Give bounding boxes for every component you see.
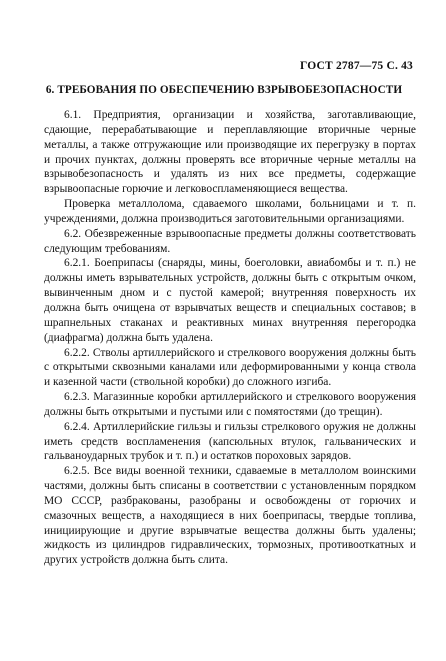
paragraph-6-1-note: Проверка металлолома, сдаваемого школами, больницами и т. п. учреждениями, должна производиться заготовительными организациями. <box>44 198 416 225</box>
section-title: 6. ТРЕБОВАНИЯ ПО ОБЕСПЕЧЕНИЮ ВЗРЫВОБЕЗОПАСНОСТИ <box>45 84 403 96</box>
paragraph-6-1: 6.1. Предприятия, организации и хозяйства, заготавливающие, сдающие, перерабатывающие и переплавляющие вторичные черные металлы, а также отгружающие или производящие их перегрузку в портах и прочих пунктах, должны проверять все вторичные черные металлы на взрывобезопасность и удалять из них все предметы, содержащие взрывоопасные горючие и легковоспламеняющиеся вещества. <box>44 109 416 196</box>
page-header-standard-ref: ГОСТ 2787—75 С. 43 <box>300 60 413 72</box>
paragraph-6-2: 6.2. Обезвреженные взрывоопасные предметы должны соответствовать следующим требованиям. <box>44 227 416 255</box>
paragraph-6-2-5: 6.2.5. Все виды военной техники, сдаваемые в металлолом воинскими частями, должны быть списаны в соответствии с установленным порядком МО СССР, разбракованы, разобраны и освобождены от горючих и смазочных веществ, а находящиеся в них боеприпасы, твердые топлива, инициирующие и другие взрывчатые вещества должны быть удалены; жидкость из цилиндров гидравлических, тормозных, противооткатных и других устройств должна быть слита. <box>44 465 416 567</box>
paragraph-6-2-3: 6.2.3. Магазинные коробки артиллерийского и стрелкового вооружения должны быть открытыми и пустыми или с помятостями (до трещин). <box>44 391 416 418</box>
paragraph-6-2-2: 6.2.2. Стволы артиллерийского и стрелкового вооружения должны быть с открытыми сквозными каналами или деформированными у конца ствола и казенной части (ствольной коробки) до сложного изгиба. <box>44 346 416 389</box>
section-body <box>44 108 416 568</box>
paragraph-6-2-4: 6.2.4. Артиллерийские гильзы и гильзы стрелкового оружия не должны иметь средств воспламенения (капсюльных втулок, гальванических и гальваноударных трубок и т. п.) и остатков пороховых зарядов. <box>44 420 416 463</box>
paragraph-6-2-1: 6.2.1. Боеприпасы (снаряды, мины, боеголовки, авиабомбы и т. п.) не должны иметь взрывательных устройств, должны быть с открытым очком, вывинченным дном и с пустой камерой; внутренняя поверхность их должна быть очищена от взрывчатых веществ и специальных составов; в шрапнельных стаканах и реактивных минах внутренняя перегородка (диафрагма) должна быть удалена. <box>44 257 416 344</box>
